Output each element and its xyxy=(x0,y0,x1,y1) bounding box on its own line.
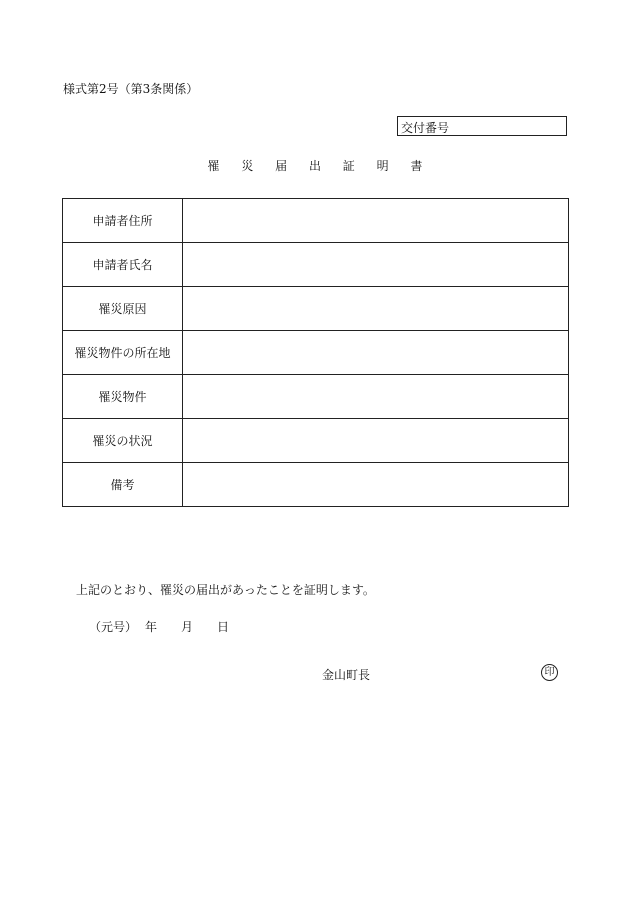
row-label: 罹災物件の所在地 xyxy=(63,331,183,375)
date-month: 月 xyxy=(181,620,194,634)
table-row xyxy=(63,463,569,507)
date-era: （元号） xyxy=(89,620,138,634)
document-title: 罹 災 届 出 証 明 書 xyxy=(207,159,432,173)
certification-text: 上記のとおり、罹災の届出があったことを証明します。 xyxy=(76,583,375,597)
row-value xyxy=(183,331,569,375)
table-row xyxy=(63,287,569,331)
row-label: 申請者住所 xyxy=(63,199,183,243)
row-label: 罹災の状況 xyxy=(63,419,183,463)
row-value xyxy=(183,419,569,463)
row-label: 罹災原因 xyxy=(63,287,183,331)
row-label: 備考 xyxy=(63,463,183,507)
form-number: 様式第2号（第3条関係） xyxy=(63,82,199,96)
row-label: 罹災物件 xyxy=(63,375,183,419)
row-value xyxy=(183,199,569,243)
date-day: 日 xyxy=(217,620,230,634)
row-value xyxy=(183,463,569,507)
issue-number-box xyxy=(397,116,567,136)
table-row xyxy=(63,331,569,375)
seal-mark: 印 xyxy=(541,664,558,681)
application-table xyxy=(62,198,569,507)
issue-number-label: 交付番号 xyxy=(401,121,450,135)
row-label: 申請者氏名 xyxy=(63,243,183,287)
table-row xyxy=(63,375,569,419)
date-year: 年 xyxy=(145,620,158,634)
table-row xyxy=(63,419,569,463)
row-value xyxy=(183,375,569,419)
issuer-name: 金山町長 xyxy=(322,668,371,682)
row-value xyxy=(183,243,569,287)
table-row xyxy=(63,199,569,243)
table-row xyxy=(63,243,569,287)
row-value xyxy=(183,287,569,331)
